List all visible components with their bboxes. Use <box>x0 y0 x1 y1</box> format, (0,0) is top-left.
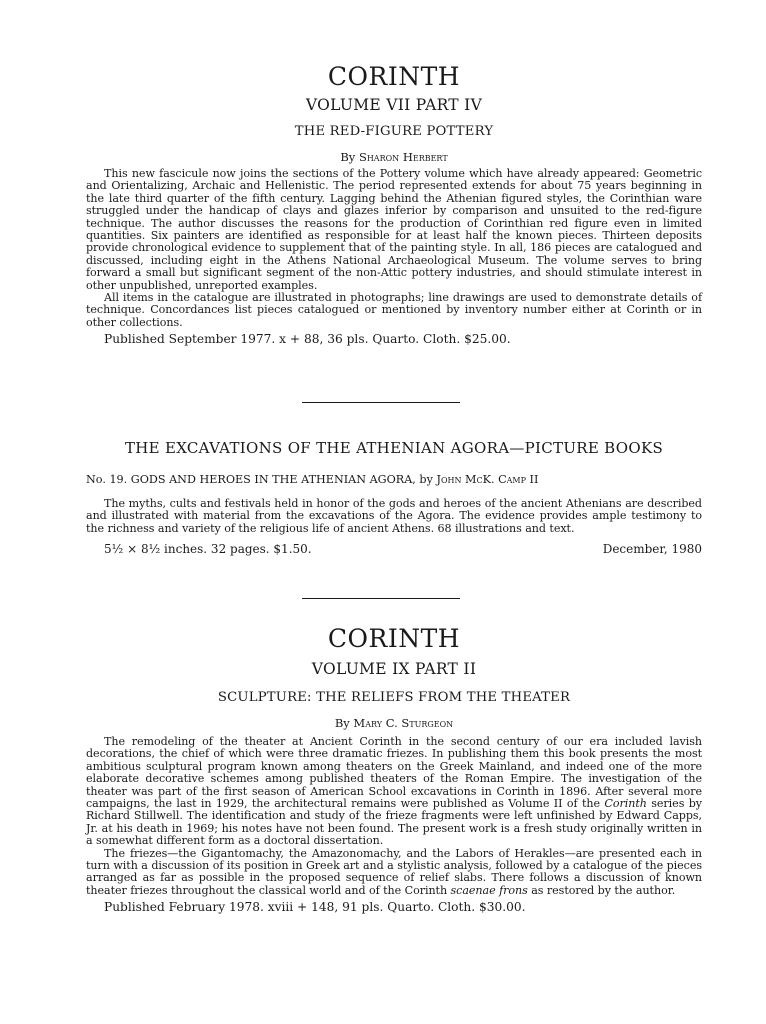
divider-2 <box>302 598 460 599</box>
agora-details-line <box>86 541 702 557</box>
agora-book-title: GODS AND HEROES IN THE ATHENIAN AGORA, <box>130 473 416 486</box>
agora-section <box>86 438 702 557</box>
agora-paragraph: The myths, cults and festivals held in honor of the gods and heroes of the ancient Athenians are described and illustrated with material from the excavations of the Agora. The evidence provides ample testimony to the richness and variety of the religious life of ancient Athens. 68 illustrations and text. <box>86 497 702 535</box>
agora-by-word: by <box>419 473 433 486</box>
corinth-ix-p1-text-a: The remodeling of the theater at Ancient Corinth in the second century of our era included lavish decorations, the chief of which were three dramatic friezes. In publishing them this book presents the most ambitious sculptural program known among theaters on the Greek Mainland, and indeed one of the more elaborate decorative schemes among published theaters of the Roman Empire. The investigation of the theater was part of the first season of American School excavations in Corinth in 1896. After several more campaigns, the last in 1929, the architectural remains were published as Volume II of the <box>86 735 702 811</box>
agora-date: December, 1980 <box>602 542 702 557</box>
agora-author: John McK. Camp II <box>436 473 539 486</box>
agora-heading: THE EXCAVATIONS OF THE ATHENIAN AGORA—PICTURE BOOKS <box>124 439 664 457</box>
corinth-ix-published: Published February 1978. xviii + 148, 91 pls. Quarto. Cloth. $30.00. <box>104 900 526 915</box>
by-word: By <box>334 716 350 730</box>
corinth-ix-title: CORINTH <box>327 624 461 653</box>
corinth-vii-title: CORINTH <box>327 62 461 91</box>
corinth-ix-author: Mary C. Sturgeon <box>353 716 454 730</box>
corinth-ix-subtitle: SCULPTURE: THE RELIEFS FROM THE THEATER <box>217 690 571 705</box>
corinth-ix-volume: VOLUME IX PART II <box>311 660 477 678</box>
corinth-ix-p2-italic: scaenae frons <box>450 883 528 897</box>
corinth-ix-byline <box>86 714 702 732</box>
corinth-ix-p1-italic: Corinth <box>604 797 647 811</box>
corinth-vii-author: Sharon Herbert <box>358 150 448 164</box>
corinth-vii-paragraph-1: This new fascicule now joins the sections of the Pottery volume which have already appeared: Geometric and Orientalizing, Archaic and Hellenistic. The period represented extends for about 75 years beginning in the late third quarter of the fifth century. Lagging behind the Athenian figured styles, the Corinthian ware struggled under the handicap of clays and glazes inferior by comparison and unsuited to the red-figure technique. The author discusses the reasons for the production of Corinthian red figure even in limited quantities. Six painters are identified as responsible for at least half the known pieces. Thirteen deposits provide chronological evidence to supplement that of the painting style. In all, 186 pieces are catalogued and discussed, including eight in the Athens National Archaeological Museum. The volume serves to bring forward a small but significant segment of the non-Attic pottery industries, and should stimulate interest in other unpublished, unreported examples. <box>86 167 702 292</box>
corinth-vii-byline <box>86 148 702 166</box>
agora-book-number: No. 19. <box>86 473 128 486</box>
corinth-ix-paragraph-1 <box>86 736 702 848</box>
corinth-vii-volume: VOLUME VII PART IV <box>305 96 483 114</box>
corinth-ix-section <box>86 624 702 915</box>
corinth-vii-section <box>86 62 702 347</box>
corinth-vii-subtitle: THE RED-FIGURE POTTERY <box>294 124 494 139</box>
corinth-ix-p2-text-b: as restored by the author. <box>531 883 676 897</box>
agora-details: 5½ × 8½ inches. 32 pages. $1.50. <box>104 542 312 557</box>
corinth-ix-paragraph-2 <box>86 848 702 898</box>
divider-1 <box>302 402 460 403</box>
corinth-vii-paragraph-2: All items in the catalogue are illustrated in photographs; line drawings are used to demonstrate details of technique. Concordances list pieces catalogued or mentioned by inventory number either at Corinth or in other collections. <box>86 291 702 329</box>
corinth-ix-p1-text-b: series by Richard Stillwell. The identification and study of the frieze fragments were left unfinished by Edward Capps, Jr. at his death in 1969; his notes have not been found. The present work is a fresh study originally written in a somewhat different form as a doctoral dissertation. <box>86 797 703 848</box>
by-word: By <box>340 150 356 164</box>
corinth-vii-published: Published September 1977. x + 88, 36 pls. Quarto. Cloth. $25.00. <box>104 332 511 347</box>
agora-book-line <box>86 472 702 488</box>
corinth-ix-p2-text-a: The friezes—the Gigantomachy, the Amazonomachy, and the Labors of Herakles—are presented each in turn with a discussion of its position in Greek art and a stylistic analysis, followed by a catalogue of the pieces arranged as far as possible in the proposed sequence of relief slabs. There follows a discussion of known theater friezes throughout the classical world and of the Corinth <box>86 846 702 897</box>
